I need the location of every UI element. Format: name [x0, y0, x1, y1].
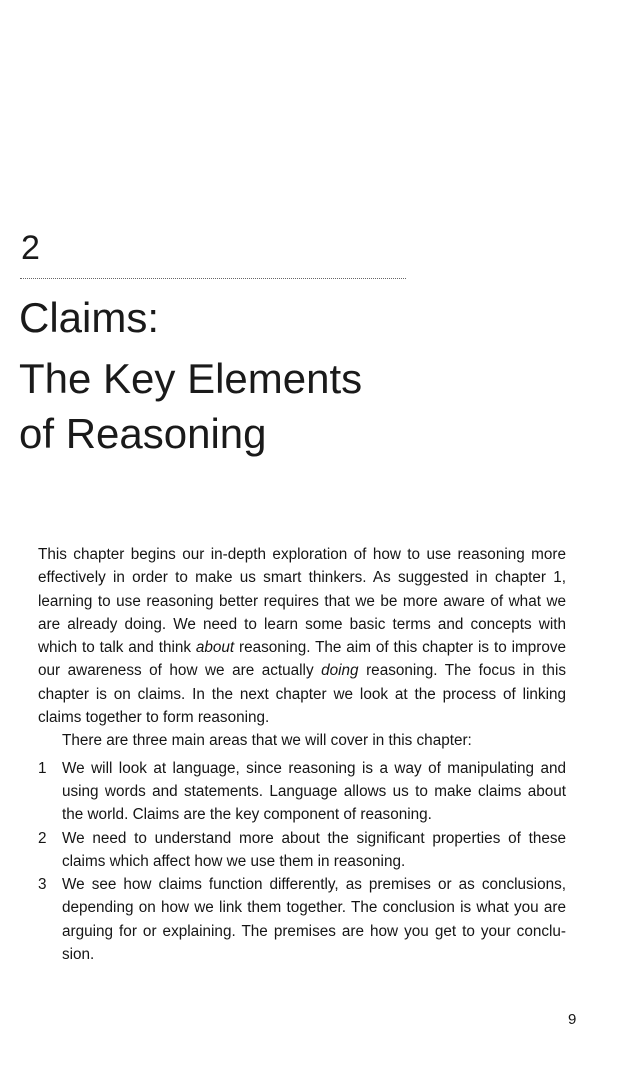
intro-emphasis-doing: doing: [321, 662, 359, 680]
intro-paragraph: [38, 543, 566, 729]
intro-text-2: reasoning. The aim of this chapter is to improve our awareness of how we are actually: [38, 639, 566, 680]
list-item: [38, 873, 566, 966]
list-item-number: 3: [38, 876, 47, 894]
intro-emphasis-about: about: [195, 639, 235, 657]
intro-text-1: This chapter begins our in-depth exploration of how to use reasoning more effectively in order to make us smart thinkers. As suggested in chapter 1, learning to use reasoning better requires that we be more aware of what we are already doing. We need to learn some basic terms and concepts with which to talk and think: [38, 546, 566, 657]
page-number: 9: [568, 1011, 577, 1028]
chapter-title-line-2: The Key Elements: [19, 355, 363, 402]
chapter-body: [38, 543, 566, 966]
chapter-title: [19, 290, 362, 461]
list-item-text: We see how claims function differently, as premises or as conclusions, depending on how we link them together. The conclusion is what you are arguing for or explaining. The premises are how you get to your conclu-sion.: [62, 876, 566, 964]
intro-text-3: reasoning. The focus in this chapter is on claims. In the next chapter we look at the process of linking claims together to form reasoning.: [38, 662, 566, 727]
list-item-number: 1: [38, 759, 47, 777]
list-item-text: We need to understand more about the significant properties of these claims which affect how we use them in reasoning.: [62, 829, 566, 870]
chapter-title-line-1: Claims:: [19, 294, 160, 341]
areas-list: [38, 757, 566, 967]
list-item: [38, 757, 566, 827]
dotted-divider: [20, 278, 406, 279]
list-item-number: 2: [38, 829, 47, 847]
list-item: [38, 827, 566, 874]
areas-intro-paragraph: There are three main areas that we will cover in this chapter:: [62, 732, 472, 750]
chapter-number: 2: [21, 229, 40, 267]
list-item-text: We will look at language, since reasoning is a way of manipulating and using words and statements. Language allows us to make claims about the world. Claims are the key component of reasoning.: [62, 759, 566, 824]
chapter-title-line-3: of Reasoning: [19, 410, 267, 457]
